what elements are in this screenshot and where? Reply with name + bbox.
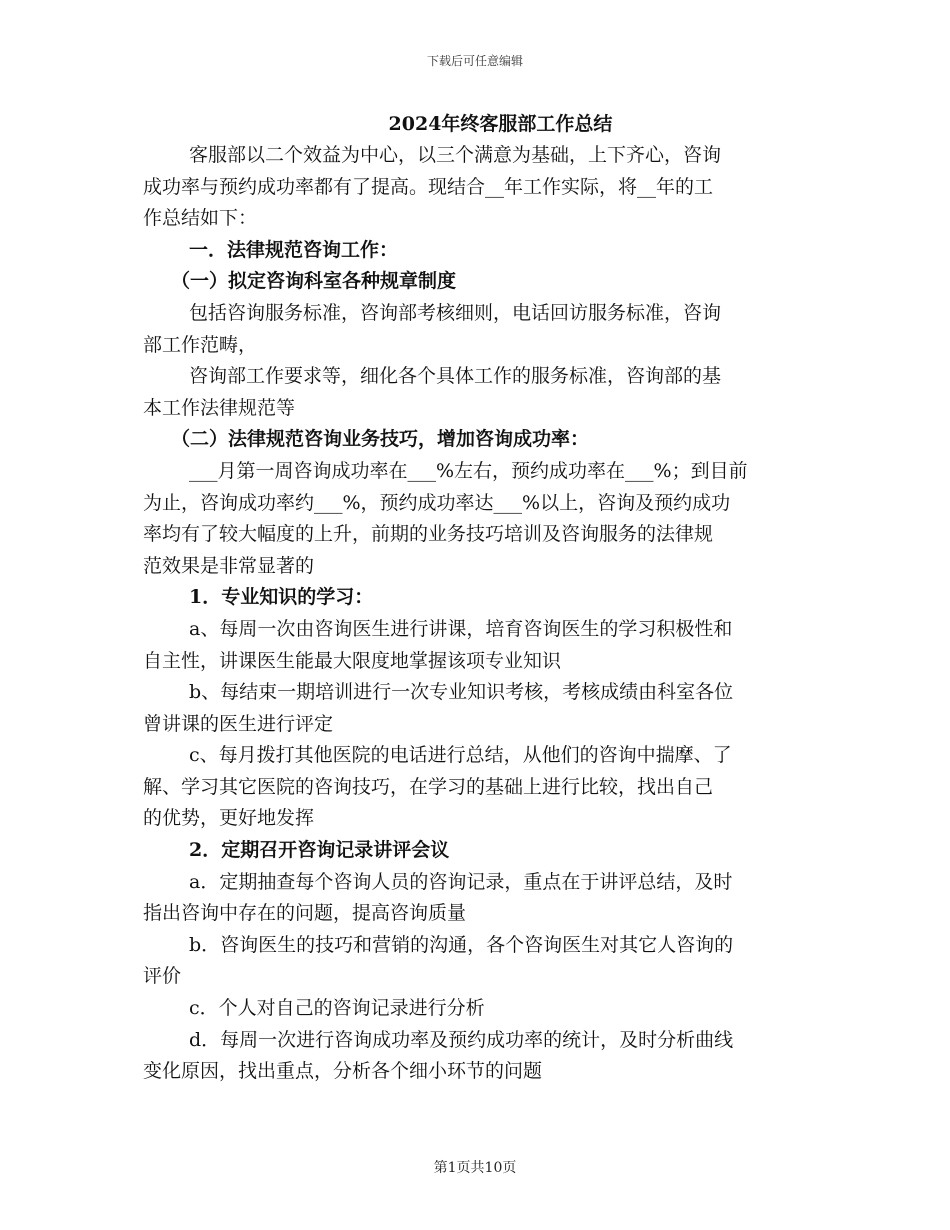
paragraph-line: 解、学习其它医院的咨询技巧，在学习的基础上进行比较，找出自己 (143, 775, 714, 798)
paragraph-line: 变化原因，找出重点，分析各个细小环节的问题 (143, 1060, 543, 1083)
paragraph-line: 的优势，更好地发挥 (143, 807, 315, 830)
paragraph-line: 为止，咨询成功率约___%，预约成功率达___%以上，咨询及预约成功 (143, 491, 731, 514)
paragraph-line: b．咨询医生的技巧和营销的沟通，各个咨询医生对其它人咨询的 (189, 933, 734, 956)
paragraph-line: 咨询部工作要求等，细化各个具体工作的服务标准，咨询部的基 (189, 365, 722, 388)
paragraph-line: c、每月拨打其他医院的电话进行总结，从他们的咨询中揣摩、了 (189, 744, 732, 767)
item-heading: 1．专业知识的学习： (189, 586, 374, 609)
paragraph-line: 指出咨询中存在的问题，提高咨询质量 (143, 902, 467, 925)
paragraph-line: ___月第一周咨询成功率在___%左右，预约成功率在___%；到目前 (189, 459, 748, 482)
page-header-note: 下载后可任意编辑 (426, 54, 523, 68)
paragraph-line: 评价 (143, 965, 182, 988)
paragraph-line: 范效果是非常显著的 (143, 554, 315, 577)
subsection-heading: （二）法律规范咨询业务技巧，增加咨询成功率： (171, 428, 590, 451)
subsection-heading: （一）拟定咨询科室各种规章制度 (171, 270, 457, 293)
paragraph-line: 本工作法律规范等 (143, 396, 296, 419)
paragraph-line: a．定期抽查每个咨询人员的咨询记录，重点在于讲评总结，及时 (189, 870, 733, 893)
paragraph-line: 成功率与预约成功率都有了提高。现结合__年工作实际，将__年的工 (143, 175, 714, 198)
paragraph-line: a、每周一次由咨询医生进行讲课，培育咨询医生的学习积极性和 (189, 617, 733, 640)
section-heading: 一．法律规范咨询工作： (189, 238, 399, 261)
paragraph-line: 自主性，讲课医生能最大限度地掌握该项专业知识 (143, 649, 562, 672)
paragraph-line: 客服部以二个效益为中心，以三个满意为基础，上下齐心，咨询 (189, 144, 722, 166)
paragraph-line: d．每周一次进行咨询成功率及预约成功率的统计，及时分析曲线 (189, 1028, 734, 1051)
paragraph-line: c．个人对自己的咨询记录进行分析 (189, 997, 485, 1020)
paragraph-line: 作总结如下： (143, 207, 258, 230)
page-footer-number: 第1页共10页 (433, 1160, 517, 1176)
item-heading: 2．定期召开咨询记录讲评会议 (189, 839, 450, 862)
paragraph-line: 率均有了较大幅度的上升，前期的业务技巧培训及咨询服务的法律规 (143, 523, 714, 546)
paragraph-line: b、每结束一期培训进行一次专业知识考核，考核成绩由科室各位 (189, 681, 734, 704)
document-body (143, 108, 808, 1088)
document-title: 2024年终客服部工作总结 (388, 113, 613, 135)
paragraph-line: 部工作范畴， (143, 333, 258, 356)
paragraph-line: 曾讲课的医生进行评定 (143, 712, 334, 735)
paragraph-line: 包括咨询服务标准，咨询部考核细则，电话回访服务标准，咨询 (189, 301, 722, 324)
